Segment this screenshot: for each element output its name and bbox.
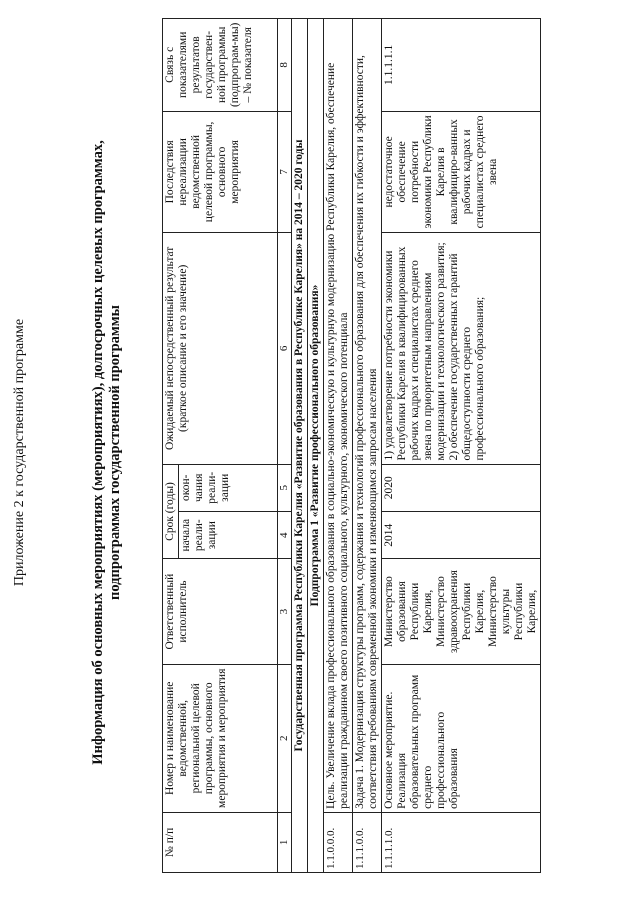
header-consequence: Последствия нереализации ведомственной целевой программы, основного мероприятия [163, 111, 278, 233]
item-executor: Министерство образования Республики Карелия, Министерство здравоохранения Республики Карелия, Министерство культуры Республики Карелия, [382, 559, 541, 664]
header-start: начала реали-зации [179, 511, 278, 558]
header-num: № п/п [163, 812, 278, 872]
program-title: Государственная программа Республики Карелия «Развитие образования в Республике Карелия» на 2014 – 2020 годы [292, 19, 308, 873]
item-number: 1.1.1.1.0. [382, 812, 541, 872]
header-name: Номер и наименование ведомственной, региональной целевой программы, основного мероприятия и мероприятия [163, 664, 278, 812]
program-row [292, 19, 308, 873]
header-period: Срок (годы) [163, 464, 179, 559]
table-row [382, 19, 541, 873]
header-indicator: Связь с показателями результатов государствен-ной программы (подпрограм-мы) – № показателя [163, 19, 278, 112]
column-numbers-row [278, 19, 292, 873]
col-number: 2 [278, 664, 292, 812]
subprogram-title: Подпрограмма 1 «Развитие профессионального образования» [308, 19, 324, 873]
col-number: 7 [278, 111, 292, 233]
title-line-1: Информация об основных мероприятиях (мероприятиях), долгосрочных целевых программах, [90, 140, 106, 765]
item-result: 1) удовлетворение потребности экономики Республики Карелия в квалифицированных рабочих кадрах и специалистах среднего звена по приоритетным направлениям модернизации и технологического развития; 2) обеспечение государственных гарантий общедоступности среднего профессионального образования; [382, 233, 541, 464]
goal-text: Цель. Увеличение вклада профессионального образования в социально-экономическую и культурную модернизацию Республики Карелия, обеспечение реализации гражданином своего позитивного социального, культурного, экономического потенциала [324, 19, 353, 813]
col-number: 6 [278, 233, 292, 464]
appendix-note: Приложение 2 к государственной программе [12, 318, 27, 587]
item-name: Основное мероприятие. Реализация образовательных программ среднего профессионального образования [382, 664, 541, 812]
header-result: Ожидаемый непосредственный результат (краткое описание и его значение) [163, 233, 278, 464]
col-number: 8 [278, 19, 292, 112]
col-number: 3 [278, 559, 292, 664]
col-number: 4 [278, 511, 292, 558]
col-number: 5 [278, 464, 292, 511]
goal-number: 1.1.0.0.0. [324, 812, 353, 872]
subprogram-row [308, 19, 324, 873]
item-start-year: 2014 [382, 511, 541, 558]
table-header-row [163, 19, 179, 873]
task-text: Задача 1. Модернизация структуры программ, содержания и технологий профессионального образования для обеспечения их гибкости и эффективности, соответствия требованиям современной экономики и изменяющимся запросам населения [353, 19, 382, 813]
item-end-year: 2020 [382, 464, 541, 511]
col-number: 1 [278, 812, 292, 872]
header-executor: Ответственный исполнитель [163, 559, 278, 664]
document-title [90, 0, 124, 905]
goal-row [324, 19, 353, 873]
item-indicator: 1.1.1.1.1 [382, 19, 541, 112]
item-consequence: недостаточное обеспечение потребности экономики Республики Карелия в квалифициро-ванных рабочих кадрах и специалистах среднего звена [382, 111, 541, 233]
task-number: 1.1.1.0.0. [353, 812, 382, 872]
measures-table [162, 18, 541, 873]
header-end: окон-чания реали-зации [179, 464, 278, 511]
title-line-2: подпрограммах государственной программы [107, 305, 123, 600]
task-row [353, 19, 382, 873]
